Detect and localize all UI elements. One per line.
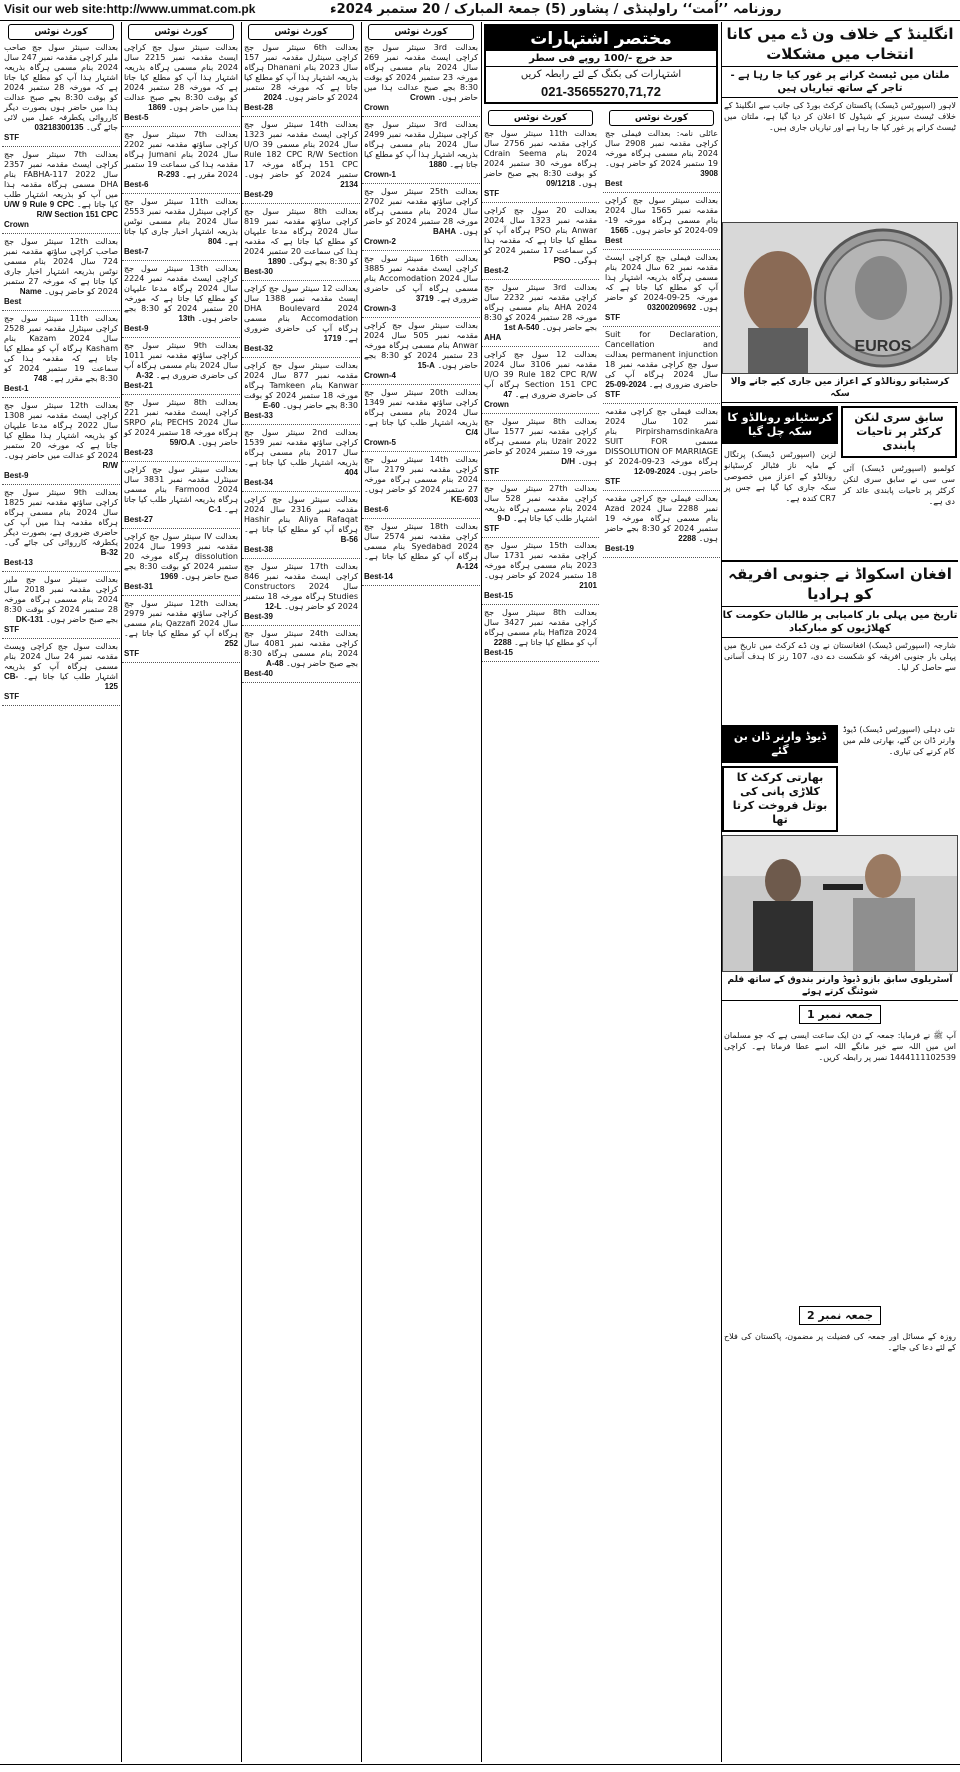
court-notice	[2, 575, 120, 639]
court-notice	[362, 254, 480, 318]
notice-ref: R-293	[157, 170, 180, 179]
court-notice	[122, 130, 240, 194]
notice-signature: Best-9	[4, 471, 29, 480]
story5-headline: بھارتی کرکٹ کا کلاڑی پانی کی بوتل فروخت کرتا تھا	[722, 766, 838, 832]
notices-column-a	[2, 22, 120, 1762]
court-notice	[362, 321, 480, 385]
notice-signature: Best-14	[364, 572, 393, 581]
notice-text: بعدالت 12th سینئر سول جج کراچی ایسٹ مقدمہ نمبر 1308 سال 2022 ہرگاہ مدعا علیہان کو بذریعہ اشتہار ہذا مطلع کیا جاتا ہے کہ مورخہ 20 ستمبر 2024 کو عدالت میں حاضر ہوں۔	[4, 401, 119, 460]
notice-text: بعدالت 6th سینئر سول جج کراچی سینٹرل مقدمہ نمبر 157 سال 2023 بنام Dhanani ہرگاہ بذریعہ اشتہار ہذا آپ کو مطلع کیا جاتا ہے کہ مورخہ 28 ستمبر 2024 کو حاضر ہوں۔	[244, 43, 359, 102]
classified-ad-box	[484, 24, 718, 104]
court-notice	[482, 417, 599, 481]
notice-signature: AHA	[484, 333, 502, 342]
court-notice	[362, 43, 480, 117]
story5-box: ڈیوڈ وارنر ڈان بن گئے	[722, 725, 838, 763]
notice-signature: Crown-1	[364, 170, 396, 179]
notice-text: بعدالت 8th سینئر سول جج کراچی ساؤتھ مقدمہ نمبر 819 سال 2024 ہرگاہ مدعا علیہان کو مطلع کیا جاتا ہے کہ مقدمہ ہذا کی سماعت 20 ستمبر 2024 کو 8:30 بجے ہوگی۔	[244, 207, 358, 266]
notice-ref: 1869	[148, 103, 166, 112]
court-notice	[482, 350, 599, 414]
notice-ref: BAHA	[432, 227, 457, 236]
coin-label: EUROS	[854, 338, 912, 355]
notice-signature: Best-23	[124, 448, 153, 457]
story7-body: روزہ کے مسائل اور جمعہ کی فضیلت پر مضمون، پاکستان کی فلاح کے لئے دعا کی جائے۔	[724, 1332, 956, 1352]
court-notice	[122, 264, 240, 338]
notice-text: بعدالت 12 سول جج کراچی مقدمہ نمبر 3106 سال 2024 U/O 39 Rule 182 CPC R/W Section 151 CPC ہرگاہ آپ کی حاضری ضروری ہے۔	[484, 350, 598, 399]
notice-signature: STF	[484, 467, 500, 476]
notices-column-c	[242, 22, 360, 1762]
notice-signature: Best-27	[124, 515, 153, 524]
notice-signature: STF	[124, 649, 140, 658]
coin-photo-caption: کرسٹیانو رونالڈو کے اعزاز میں جاری کیے جانے والا سکہ	[722, 374, 958, 403]
notice-text: بعدالت فیملی جج کراچی مقدمہ نمبر 2288 سال 2024 Azad بنام مسمی ہرگاہ مورخہ 19 ستمبر 2024 کو 8:30 بجے حاضر ہوں۔	[605, 494, 718, 543]
notice-ref: 2288	[493, 638, 512, 647]
masthead: روزنامہ ’’اُمت‘‘ راولپنڈی / پشاور (5) جمعۃ المبارک / 20 ستمبر 2024ء	[330, 2, 782, 17]
notice-ref: 13th	[178, 314, 195, 323]
court-notice	[242, 562, 360, 626]
notice-ref: 404	[344, 468, 358, 477]
notice-text: بعدالت 8th سینئر سول جج کراچی مقدمہ نمبر 3427 سال 2024 Hafiza بنام مسمی ہرگاہ آپ کو مطلع کیا جاتا ہے۔	[484, 608, 597, 647]
notice-ref: DK-131	[15, 615, 44, 624]
top-bar	[0, 0, 960, 21]
notice-ref: R/W	[102, 461, 118, 470]
notice-text: بعدالت 18th سینئر سول جج کراچی مقدمہ نمبر 2574 سال 2024 Syedabad بنام مسمی ہرگاہ آپ کو مطلع کیا جاتا ہے۔	[364, 522, 479, 561]
notice-signature: Best-33	[244, 411, 273, 420]
notice-ref: 1880	[429, 160, 447, 169]
court-notice	[362, 187, 480, 251]
warner-photo-caption: آسٹریلوی سابق بازو ڈیوڈ وارنر بندوق کے ساتھ فلم شوٹنگ کرتے ہوئے	[722, 972, 958, 1001]
notice-text: بعدالت 12 سینئر سول جج کراچی ایسٹ مقدمہ نمبر 1388 سال 2024 DHA Boulevard Accomodation بنام مسمی ہرگاہ آپ کی حاضری ضروری ہے۔	[244, 284, 359, 343]
court-notice	[242, 495, 360, 559]
warner-image	[723, 836, 958, 971]
court-notice	[242, 43, 360, 117]
notice-ref: 2101	[579, 581, 597, 590]
notice-ref: 1969	[160, 572, 179, 581]
court-notice	[242, 361, 360, 425]
notice-ref: 2288	[678, 534, 697, 543]
notice-text: بعدالت 3rd سینئر سول جج کراچی ایسٹ مقدمہ نمبر 269 سال 2024 بنام مسمی ہرگاہ مورخہ 23 ستمبر 2024 کو بوقت 8:30 بجے صبح عدالت ہذا میں حاضر ہوں۔	[364, 43, 479, 102]
court-notice	[2, 314, 120, 398]
notice-signature: Best-40	[244, 669, 273, 678]
coin-image	[723, 223, 958, 373]
story3-headline: سابق سری لنکن کرکٹر پر تاحیات پابندی	[841, 406, 957, 458]
court-notice	[482, 484, 599, 538]
notice-signature: STF	[484, 189, 500, 198]
notice-signature: Crown-3	[364, 304, 396, 313]
court-notice	[362, 455, 480, 519]
notice-ref: 12-L	[265, 602, 282, 611]
notice-text: بعدالت 8th سینئر سول جج کراچی مقدمہ نمبر 1577 سال 2022 Uzair بنام مسمی ہرگاہ مورخہ 19 ستمبر 2024 کو حاضر ہوں۔	[484, 417, 597, 466]
notice-text: Suit for Declaration, Cancellation and permanent injunction بعدالت سول جج کراچی مقدمہ نمبر 18 سال 2024 ہرگاہ آپ کی حاضری ضروری ہے۔	[605, 330, 718, 389]
notice-signature: Best-1	[4, 384, 29, 393]
notice-signature: Crown	[484, 400, 509, 409]
court-notice	[2, 43, 120, 147]
notice-signature: Best-5	[124, 113, 149, 122]
notice-ref: C-1	[208, 505, 222, 514]
story1-subhead: ملتان میں ٹیسٹ کرانے پر غور کیا جا رہا ہے - تاجر کے ساتھ تیاریاں ہیں	[722, 67, 958, 98]
court-notice	[242, 428, 360, 492]
notice-ref: 804	[208, 237, 222, 246]
notice-ref: 03218300135	[34, 123, 84, 132]
notice-signature: STF	[4, 133, 20, 142]
notices-column-e-right	[603, 108, 720, 665]
notice-signature: STF	[4, 692, 20, 701]
court-notice	[2, 150, 120, 234]
section-header: کورٹ نوٹس	[609, 110, 714, 126]
notice-signature: Best-32	[244, 344, 273, 353]
court-notice	[603, 494, 720, 558]
notice-text: بعدالت سینئر سول جج صاحب ملیر کراچی مقدمہ نمبر 247 سال 2024 بنام مسمی ہرگاہ بذریعہ اشتہار ہذا آپ کو مطلع کیا جاتا ہے کہ مورخہ 28 ستمبر 2024 کو بوقت 8:30 بجے صبح عدالت ہذا میں حاضر ہوں بصورت دیگر کارروائی یکطرفہ عمل میں لائی جائے گی۔	[4, 43, 118, 132]
notice-ref: D/H	[561, 457, 576, 466]
section-header: کورٹ نوٹس	[8, 24, 114, 40]
story7-title: جمعہ نمبر 2	[799, 1306, 881, 1325]
notice-text: بعدالت 14th سینئر سول جج کراچی مقدمہ نمبر 2179 سال 2024 بنام مسمی ہرگاہ مورخہ 27 ستمبر 2024 کو حاضر ہوں۔	[364, 455, 479, 494]
notice-signature: Best-34	[244, 478, 273, 487]
notice-ref: 9-D	[497, 514, 511, 523]
notice-ref: PSO	[553, 256, 571, 265]
notice-text: بعدالت 7th سینئر سول جج کراچی ایسٹ مقدمہ نمبر 2357 سال 2022 FABHA-117 بنام DHA مسمی ہرگاہ مقدمہ ہذا میں آپ کو بذریعہ اشتہار طلب کیا جاتا ہے۔	[4, 150, 119, 209]
notice-signature: Best-30	[244, 267, 273, 276]
ad-phone[interactable]: 021-35655270,71,72	[540, 84, 661, 99]
notice-signature: Best-31	[124, 582, 153, 591]
notice-ref: Crown	[410, 93, 435, 102]
court-notice	[603, 407, 720, 491]
notice-text: بعدالت 3rd سینئر سول جج کراچی مقدمہ نمبر 2232 سال 2024 AHA بنام مسمی ہرگاہ مورخہ 28 ستمبر 2024 کو 8:30 بجے حاضر ہوں۔	[484, 283, 598, 332]
notice-ref: 748	[33, 374, 48, 383]
court-notice	[122, 465, 240, 529]
section-header: کورٹ نوٹس	[248, 24, 354, 40]
notice-signature: Best-15	[484, 648, 513, 657]
notice-text: بعدالت فیملی جج کراچی ایسٹ مقدمہ نمبر 62 سال 2024 بنام مسمی ہرگاہ بذریعہ اشتہار ہذا آپ کو مطلع کیا جاتا ہے کہ مورخہ 25-09-2024 کو حاضر ہوں۔	[605, 253, 718, 312]
court-notice	[242, 120, 360, 204]
notice-signature: Best-28	[244, 103, 273, 112]
story3-body: کولمبو (اسپورٹس ڈیسک) آئی سی سی نے سابق سری لنکن کرکٹر پر تاحیات پابندی عائد کر دی ہے۔	[843, 464, 955, 506]
notice-signature: Best	[605, 236, 623, 245]
page-bottom-rule	[0, 1764, 960, 1765]
ad-contact-label: اشتہارات کی بکنگ کے لئے رابطہ کریں	[520, 69, 682, 80]
coin-photo	[722, 222, 958, 374]
notice-ref: U/W 9 Rule 9 CPC R/W Section 151 CPC	[4, 200, 118, 219]
warner-photo	[722, 835, 958, 972]
court-notice	[2, 401, 120, 485]
notice-ref: 25-09-2024	[605, 380, 647, 389]
court-notice	[122, 599, 240, 663]
notice-text: بعدالت 27th سینئر سول جج کراچی مقدمہ نمبر 528 سال 2024 بنام مسمی ہرگاہ بذریعہ اشتہار طلب کیا جاتا ہے۔	[484, 484, 598, 523]
notice-ref: 1st A-540	[504, 323, 540, 332]
notice-ref: KE-603	[450, 495, 478, 504]
notice-text: بعدالت 20 سول جج کراچی مقدمہ نمبر 1323 سال 2024 Anwar بنام PSO ہرگاہ آپ کو مطلع کیا جاتا ہے کہ مقدمہ ہذا کی سماعت 17 ستمبر 2024 کو ہوگی۔	[484, 206, 598, 265]
notice-ref: 15-A	[417, 361, 435, 370]
notice-text: بعدالت سینئر سول جج کراچی سینٹرل مقدمہ نمبر 3831 سال 2024 Farmood بنام مسمی ہرگاہ بذریعہ اشتہار طلب کیا جاتا ہے۔	[124, 465, 239, 514]
court-notice	[603, 129, 720, 193]
court-notice	[362, 522, 480, 586]
notice-signature: Crown	[364, 103, 389, 112]
notice-signature: Best	[605, 179, 623, 188]
notice-text: بعدالت سینئر سول جج کراچی ایسٹ مقدمہ نمبر 2215 سال 2024 بنام مسمی ہرگاہ بذریعہ اشتہار ہذا آپ کو مطلع کیا جاتا ہے کہ مورخہ 28 ستمبر 2024 کو بوقت 8:30 بجے صبح عدالت ہذا میں حاضر ہوں۔	[124, 43, 238, 112]
notice-ref: 47	[503, 390, 513, 399]
notice-text: بعدالت 9th سینئر سول جج کراچی ساؤتھ مقدمہ نمبر 1825 سال 2024 بنام مسمی ہرگاہ ہرگاہ مقدمہ ہذا میں آپ کی حاضری ضروری ہے، بصورت دیگر یکطرفہ کارروائی کی جائے گی۔	[4, 488, 118, 547]
website-link[interactable]: Visit our web site:http://www.ummat.com.pk	[4, 2, 256, 16]
story1-body: لاہور (اسپورٹس ڈیسک) پاکستان کرکٹ بورڈ کی جانب سے انگلینڈ کے خلاف ٹیسٹ سیریز کے شیڈول کا اعلان کر دیا گیا ہے، ملتان میں ٹیسٹ کرانے پر غور کیا جا رہا ہے اور تیاریاں جاری ہیں۔	[724, 101, 956, 132]
notice-ref: 1719	[323, 334, 342, 343]
notice-signature: Best-2	[484, 266, 509, 275]
notice-text: بعدالت 11th سینئر سول جج کراچی سینٹرل مقدمہ نمبر 2528 سال 2024 Kazam بنام Kasham ہرگاہ آپ کو مطلع کیا جاتا ہے کہ مقدمہ ہذا کی سماعت 19 ستمبر 2024 کو 8:30 بجے مقرر ہے۔	[4, 314, 119, 383]
story5-body: نئی دہلی (اسپورٹس ڈیسک) ڈیوڈ وارنر ڈان بن گئے، بھارتی فلم میں کام کرنے کی تیاری۔	[843, 725, 955, 756]
notice-text: بعدالت 17th سینئر سول جج کراچی ایسٹ مقدمہ نمبر 846 سال 2024 Constructors Studies ہرگاہ مورخہ 18 ستمبر 2024 کو حاضر ہوں۔	[244, 562, 359, 611]
notice-signature: Crown-5	[364, 438, 396, 447]
notice-signature: Best-9	[124, 324, 149, 333]
notice-text: بعدالت 16th سینئر سول جج کراچی ایسٹ مقدمہ نمبر 3885 سال 2024 Accomodation بنام مسمی ہرگاہ آپ کی حاضری ضروری ہے۔	[364, 254, 479, 303]
notice-text: بعدالت 12th سینئر سول جج کراچی ساؤتھ مقدمہ نمبر 2979 سال 2024 Qazzafi بنام مسمی ہرگاہ آپ کو مطلع کیا جاتا ہے۔	[124, 599, 239, 638]
notice-signature: STF	[605, 477, 621, 486]
notice-signature: Crown-4	[364, 371, 396, 380]
notice-ref: Name	[19, 287, 42, 296]
court-notice	[242, 284, 360, 358]
notice-ref: 03200209692	[647, 303, 697, 312]
notice-text: بعدالت سینئر سول جج کراچی مقدمہ نمبر 877 سال 2024 Kanwar بنام Tamkeen ہرگاہ مورخہ 18 ستمبر 2024 کو بوقت 8:30 بجے حاضر ہوں۔	[244, 361, 358, 410]
notice-signature: Best-6	[364, 505, 389, 514]
court-notice	[482, 608, 599, 662]
court-notice	[122, 197, 240, 261]
notice-text: بعدالت 7th سینئر سول جج کراچی ساؤتھ مقدمہ نمبر 2202 سال 2024 بنام Jumani ہرگاہ مقدمہ ہذا کی سماعت 19 ستمبر 2024 مقرر ہے۔	[124, 130, 238, 179]
notice-ref: A-124	[456, 562, 478, 571]
notice-ref: 09/1218	[546, 179, 576, 188]
notice-ref: B-56	[340, 535, 358, 544]
ad-title: مختصر اشتہارات	[486, 26, 716, 51]
notice-ref: 1565	[610, 226, 629, 235]
story1-headline: انگلینڈ کے خلاف ون ڈے میں کانا انتخاب میں مشکلات	[722, 22, 958, 67]
notices-column-d	[362, 22, 480, 1762]
notice-text: بعدالت سینئر سول جج کراچی مقدمہ نمبر 2316 سال 2024 Aliya Rafaqat بنام Hashir ہرگاہ آپ کو مطلع کیا جاتا ہے۔	[244, 495, 358, 534]
story4-body: شارجہ (اسپورٹس ڈیسک) افغانستان نے ون ڈے کرکٹ میں تاریخ میں پہلی بار جنوبی افریقہ کو شکست دے دی، 107 رنز کا ہدف آسانی سے حاصل کر لیا۔	[724, 641, 956, 672]
court-notice	[2, 488, 120, 572]
story6-title: جمعہ نمبر 1	[799, 1005, 881, 1024]
notice-signature: Best-39	[244, 612, 273, 621]
notice-signature: Crown-2	[364, 237, 396, 246]
notices-column-e-left	[482, 108, 599, 665]
notice-text: بعدالت 8th سینئر سول جج کراچی ایسٹ مقدمہ نمبر 221 سال 2024 PECHS بنام SRPO ہرگاہ مورخہ 18 ستمبر 2024 کو حاضر ہوں۔	[124, 398, 239, 447]
court-notice	[122, 341, 240, 395]
court-notice	[482, 206, 599, 280]
notice-text: بعدالت 15th سینئر سول جج کراچی مقدمہ نمبر 1731 سال 2023 بنام مسمی ہرگاہ مورخہ 18 ستمبر 2024 کو حاضر ہوں۔	[484, 541, 598, 580]
notice-ref: E-60	[262, 401, 280, 410]
notice-text: بعدالت 20th سینئر سول جج کراچی ساؤتھ مقدمہ نمبر 1349 سال 2024 بنام مسمی ہرگاہ بذریعہ اشتہار طلب کیا جاتا ہے۔	[364, 388, 479, 427]
notice-text: بعدالت 9th سینئر سول جج کراچی ساؤتھ مقدمہ نمبر 1011 سال 2024 بنام مسمی ہرگاہ آپ کی حاضری ضروری ہے۔	[124, 341, 238, 380]
ad-rate: حد خرچ -/100 روپے فی سطر	[486, 51, 716, 67]
story4-headline: افغان اسکواڈ نے جنوبی افریقہ کو ہرادیا	[722, 560, 958, 607]
notice-ref: 3719	[415, 294, 434, 303]
section-header: کورٹ نوٹس	[368, 24, 474, 40]
notice-signature: STF	[484, 524, 500, 533]
notice-signature: Best-38	[244, 545, 273, 554]
notice-text: بعدالت 25th سینئر سول جج کراچی ساؤتھ مقدمہ نمبر 2702 سال 2024 بنام مسمی ہرگاہ مورخہ 28 ستمبر 2024 کو حاضر ہوں۔	[364, 187, 479, 236]
notice-signature: STF	[605, 313, 621, 322]
notice-text: بعدالت سینئر سول جج کراچی مقدمہ نمبر 505 سال 2024 Anwar بنام مسمی ہرگاہ مورخہ 23 ستمبر 2024 کو 8:30 بجے حاضر ہوں۔	[364, 321, 479, 370]
court-notice	[482, 541, 599, 605]
court-notice	[2, 237, 120, 311]
notice-ref: C/4	[465, 428, 478, 437]
notice-text: بعدالت 2nd سینئر سول جج کراچی ساؤتھ مقدمہ نمبر 1539 سال 2017 بنام مسمی ہرگاہ بذریعہ اشتہار طلب کیا جاتا ہے۔	[244, 428, 359, 467]
notice-signature: Best-19	[605, 544, 634, 553]
story4-subhead: تاریخ میں پہلی بار کامیابی پر طالبان حکومت کا کھلاڑیوں کو مبارکباد	[722, 607, 958, 638]
notice-text: بعدالت سینئر سول جج کراچی مقدمہ نمبر 1565 سال 2024 بنام مسمی ہرگاہ مورخہ 19-09-2024 کو حاضر ہوں۔	[605, 196, 718, 235]
notice-text: بعدالت IV سینئر سول جج کراچی مقدمہ نمبر 1993 سال 2024 dissolution ہرگاہ مورخہ 20 ستمبر 2024 کو بوقت 8:30 بجے صبح حاضر ہوں۔	[124, 532, 239, 581]
notice-ref: A-32	[135, 371, 154, 380]
notice-signature: Best-15	[484, 591, 513, 600]
notice-text: بعدالت فیملی جج کراچی مقدمہ نمبر 102 سال 2024 PirpirshamsdinkaAra بنام مسمی SUIT FOR DISSOLUTION OF MARRIAGE ہرگاہ مورخہ 23-09-2024 کو حاضر ہوں۔	[605, 407, 718, 476]
court-notice	[122, 532, 240, 596]
court-notice	[603, 253, 720, 327]
notice-ref: 252	[224, 639, 238, 648]
notice-text: عائلی نامہ: بعدالت فیملی جج کراچی مقدمہ نمبر 2908 سال 2024 بنام مسمی ہرگاہ مورخہ 19 ستمبر 2024 کو حاضر ہوں۔	[605, 129, 719, 168]
notice-text: بعدالت 3rd سینئر سول جج کراچی سینٹرل مقدمہ نمبر 2499 سال 2024 بنام مسمی ہرگاہ بذریعہ اشتہار ہذا آپ کو مطلع کیا جاتا ہے۔	[364, 120, 479, 169]
story2-headline: کرسٹیانو رونالڈو کا سکہ چل گیا	[722, 406, 838, 444]
notice-ref: 3908	[700, 169, 718, 178]
court-notice	[122, 398, 240, 462]
story2-body: لزبن (اسپورٹس ڈیسک) پرتگال کے مایہ ناز فٹبالر کرسٹیانو رونالڈو کے اعزاز میں خصوصی سکہ جاری کیا گیا ہے جس پر CR7 کندہ ہے۔	[724, 450, 836, 503]
notice-signature: Best-6	[124, 180, 149, 189]
court-notice	[242, 629, 360, 683]
story6-body: آپ ﷺ نے فرمایا: جمعہ کے دن ایک ساعت ایسی ہے کہ جو مسلمان اس میں اللہ سے خیر مانگے اللہ اسے عطا فرماتا ہے۔ کراچی 1444111102539 نمبر پر رابطہ کریں۔	[724, 1031, 956, 1062]
notice-signature: STF	[605, 390, 621, 399]
news-column	[722, 22, 958, 1762]
notice-signature: Best-7	[124, 247, 149, 256]
notice-text: بعدالت سول جج کراچی ویسٹ مقدمہ نمبر 24 سال 2024 بنام مسمی ہرگاہ آپ کو بذریعہ اشتہار طلب کیا جاتا ہے۔	[4, 642, 119, 681]
notice-ref: B-32	[100, 548, 118, 557]
notice-signature: Crown	[4, 220, 29, 229]
notice-text: بعدالت 14th سینئر سول جج کراچی ایسٹ مقدمہ نمبر 1323 سال 2024 بنام مسمی U/O 39 Rule 182 CPC R/W Section 151 CPC ہرگاہ مورخہ 17 ستمبر 2024 کو حاضر ہوں۔	[244, 120, 359, 179]
notice-signature: STF	[4, 625, 20, 634]
court-notice	[482, 129, 599, 203]
court-notice	[2, 642, 120, 706]
court-notice	[362, 388, 480, 452]
notice-text: بعدالت 11th سینئر سول جج کراچی مقدمہ نمبر 2756 سال 2024 بنام Cdrain Seema ہرگاہ مورخہ 30 ستمبر 2024 کو بوقت 8:30 بجے صبح حاضر ہوں۔	[484, 129, 598, 188]
notice-ref: A-48	[266, 659, 284, 668]
court-notice	[242, 207, 360, 281]
notice-ref: 2134	[340, 180, 358, 189]
notices-column-b	[122, 22, 240, 1762]
notice-signature: Best	[4, 297, 22, 306]
notice-ref: 1890	[268, 257, 286, 266]
notice-ref: 2024	[263, 93, 282, 102]
court-notice	[603, 330, 720, 404]
notice-text: بعدالت 11th سینئر سول جج کراچی سینٹرل مقدمہ نمبر 2553 سال 2024 بنام مسمی نوٹس بذریعہ اشتہار اخبار جاری کیا جاتا ہے۔	[124, 197, 239, 246]
notice-signature: Best-29	[244, 190, 273, 199]
notice-signature: Best-21	[124, 381, 153, 390]
classifieds-column	[482, 22, 720, 1762]
notice-text: بعدالت 24th سینئر سول جج کراچی مقدمہ نمبر 4081 سال 2024 بنام مسمی ہرگاہ 8:30 بجے صبح حاضر ہوں۔	[244, 629, 359, 668]
notice-ref: 12-09-2024	[634, 467, 675, 476]
court-notice	[603, 196, 720, 250]
notice-text: بعدالت سینئر سول جج ملیر کراچی مقدمہ نمبر 2018 سال 2024 بنام مسمی ہرگاہ مورخہ 28 ستمبر 2024 کو بوقت 8:30 بجے صبح حاضر ہوں۔	[4, 575, 119, 624]
notice-signature: Best-13	[4, 558, 33, 567]
section-header: کورٹ نوٹس	[488, 110, 593, 126]
notice-text: بعدالت 12th سینئر سول جج صاحب کراچی ساؤتھ مقدمہ نمبر 724 سال 2024 بنام مسمی نوٹس بذریعہ اشتہار اخبار جاری کیا جاتا ہے کہ مورخہ 27 ستمبر 2024 کو حاضر ہوں۔	[4, 237, 119, 296]
court-notice	[122, 43, 240, 127]
section-header: کورٹ نوٹس	[128, 24, 234, 40]
notice-ref: 59/O.A	[169, 438, 195, 447]
notice-text: بعدالت 13th سینئر سول جج کراچی ایسٹ مقدمہ نمبر 2224 سال 2024 ہرگاہ مدعا علیہان کو مطلع کیا جاتا ہے کہ مورخہ 20 ستمبر 2024 کو 8:30 بجے حاضر ہوں۔	[124, 264, 239, 323]
court-notice	[362, 120, 480, 184]
court-notice	[482, 283, 599, 347]
notice-ref: CB-125	[4, 672, 118, 691]
